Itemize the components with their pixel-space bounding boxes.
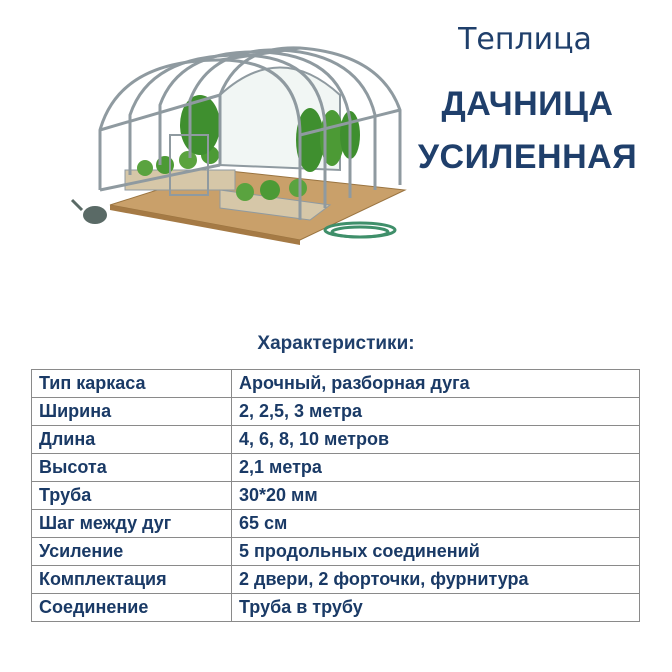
spec-value: 30*20 мм bbox=[232, 482, 640, 510]
spec-value: 65 см bbox=[232, 510, 640, 538]
spec-value: 2, 2,5, 3 метра bbox=[232, 398, 640, 426]
spec-key: Длина bbox=[32, 426, 232, 454]
table-row bbox=[32, 594, 640, 622]
spec-key: Шаг между дуг bbox=[32, 510, 232, 538]
table-row bbox=[32, 454, 640, 482]
product-title-line1: ДАЧНИЦА bbox=[441, 85, 614, 123]
specs-heading: Характеристики: bbox=[257, 333, 415, 354]
table-row bbox=[32, 482, 640, 510]
spec-value: 2,1 метра bbox=[232, 454, 640, 482]
product-title-line2: УСИЛЕННАЯ bbox=[417, 138, 638, 176]
spec-value: Труба в трубу bbox=[232, 594, 640, 622]
table-row bbox=[32, 398, 640, 426]
spec-key: Высота bbox=[32, 454, 232, 482]
watering-can-icon bbox=[72, 200, 107, 224]
table-row bbox=[32, 538, 640, 566]
spec-key: Соединение bbox=[32, 594, 232, 622]
spec-key: Труба bbox=[32, 482, 232, 510]
table-row bbox=[32, 510, 640, 538]
spec-key: Ширина bbox=[32, 398, 232, 426]
spec-key: Усиление bbox=[32, 538, 232, 566]
spec-key: Тип каркаса bbox=[32, 370, 232, 398]
table-row bbox=[32, 426, 640, 454]
table-row bbox=[32, 566, 640, 594]
specs-table bbox=[31, 369, 640, 622]
spec-value: Арочный, разборная дуга bbox=[232, 370, 640, 398]
product-subtitle: Теплица bbox=[458, 22, 592, 57]
spec-key: Комплектация bbox=[32, 566, 232, 594]
spec-value: 4, 6, 8, 10 метров bbox=[232, 426, 640, 454]
spec-value: 2 двери, 2 форточки, фурнитура bbox=[232, 566, 640, 594]
greenhouse-image bbox=[70, 40, 410, 250]
table-row bbox=[32, 370, 640, 398]
spec-value: 5 продольных соединений bbox=[232, 538, 640, 566]
